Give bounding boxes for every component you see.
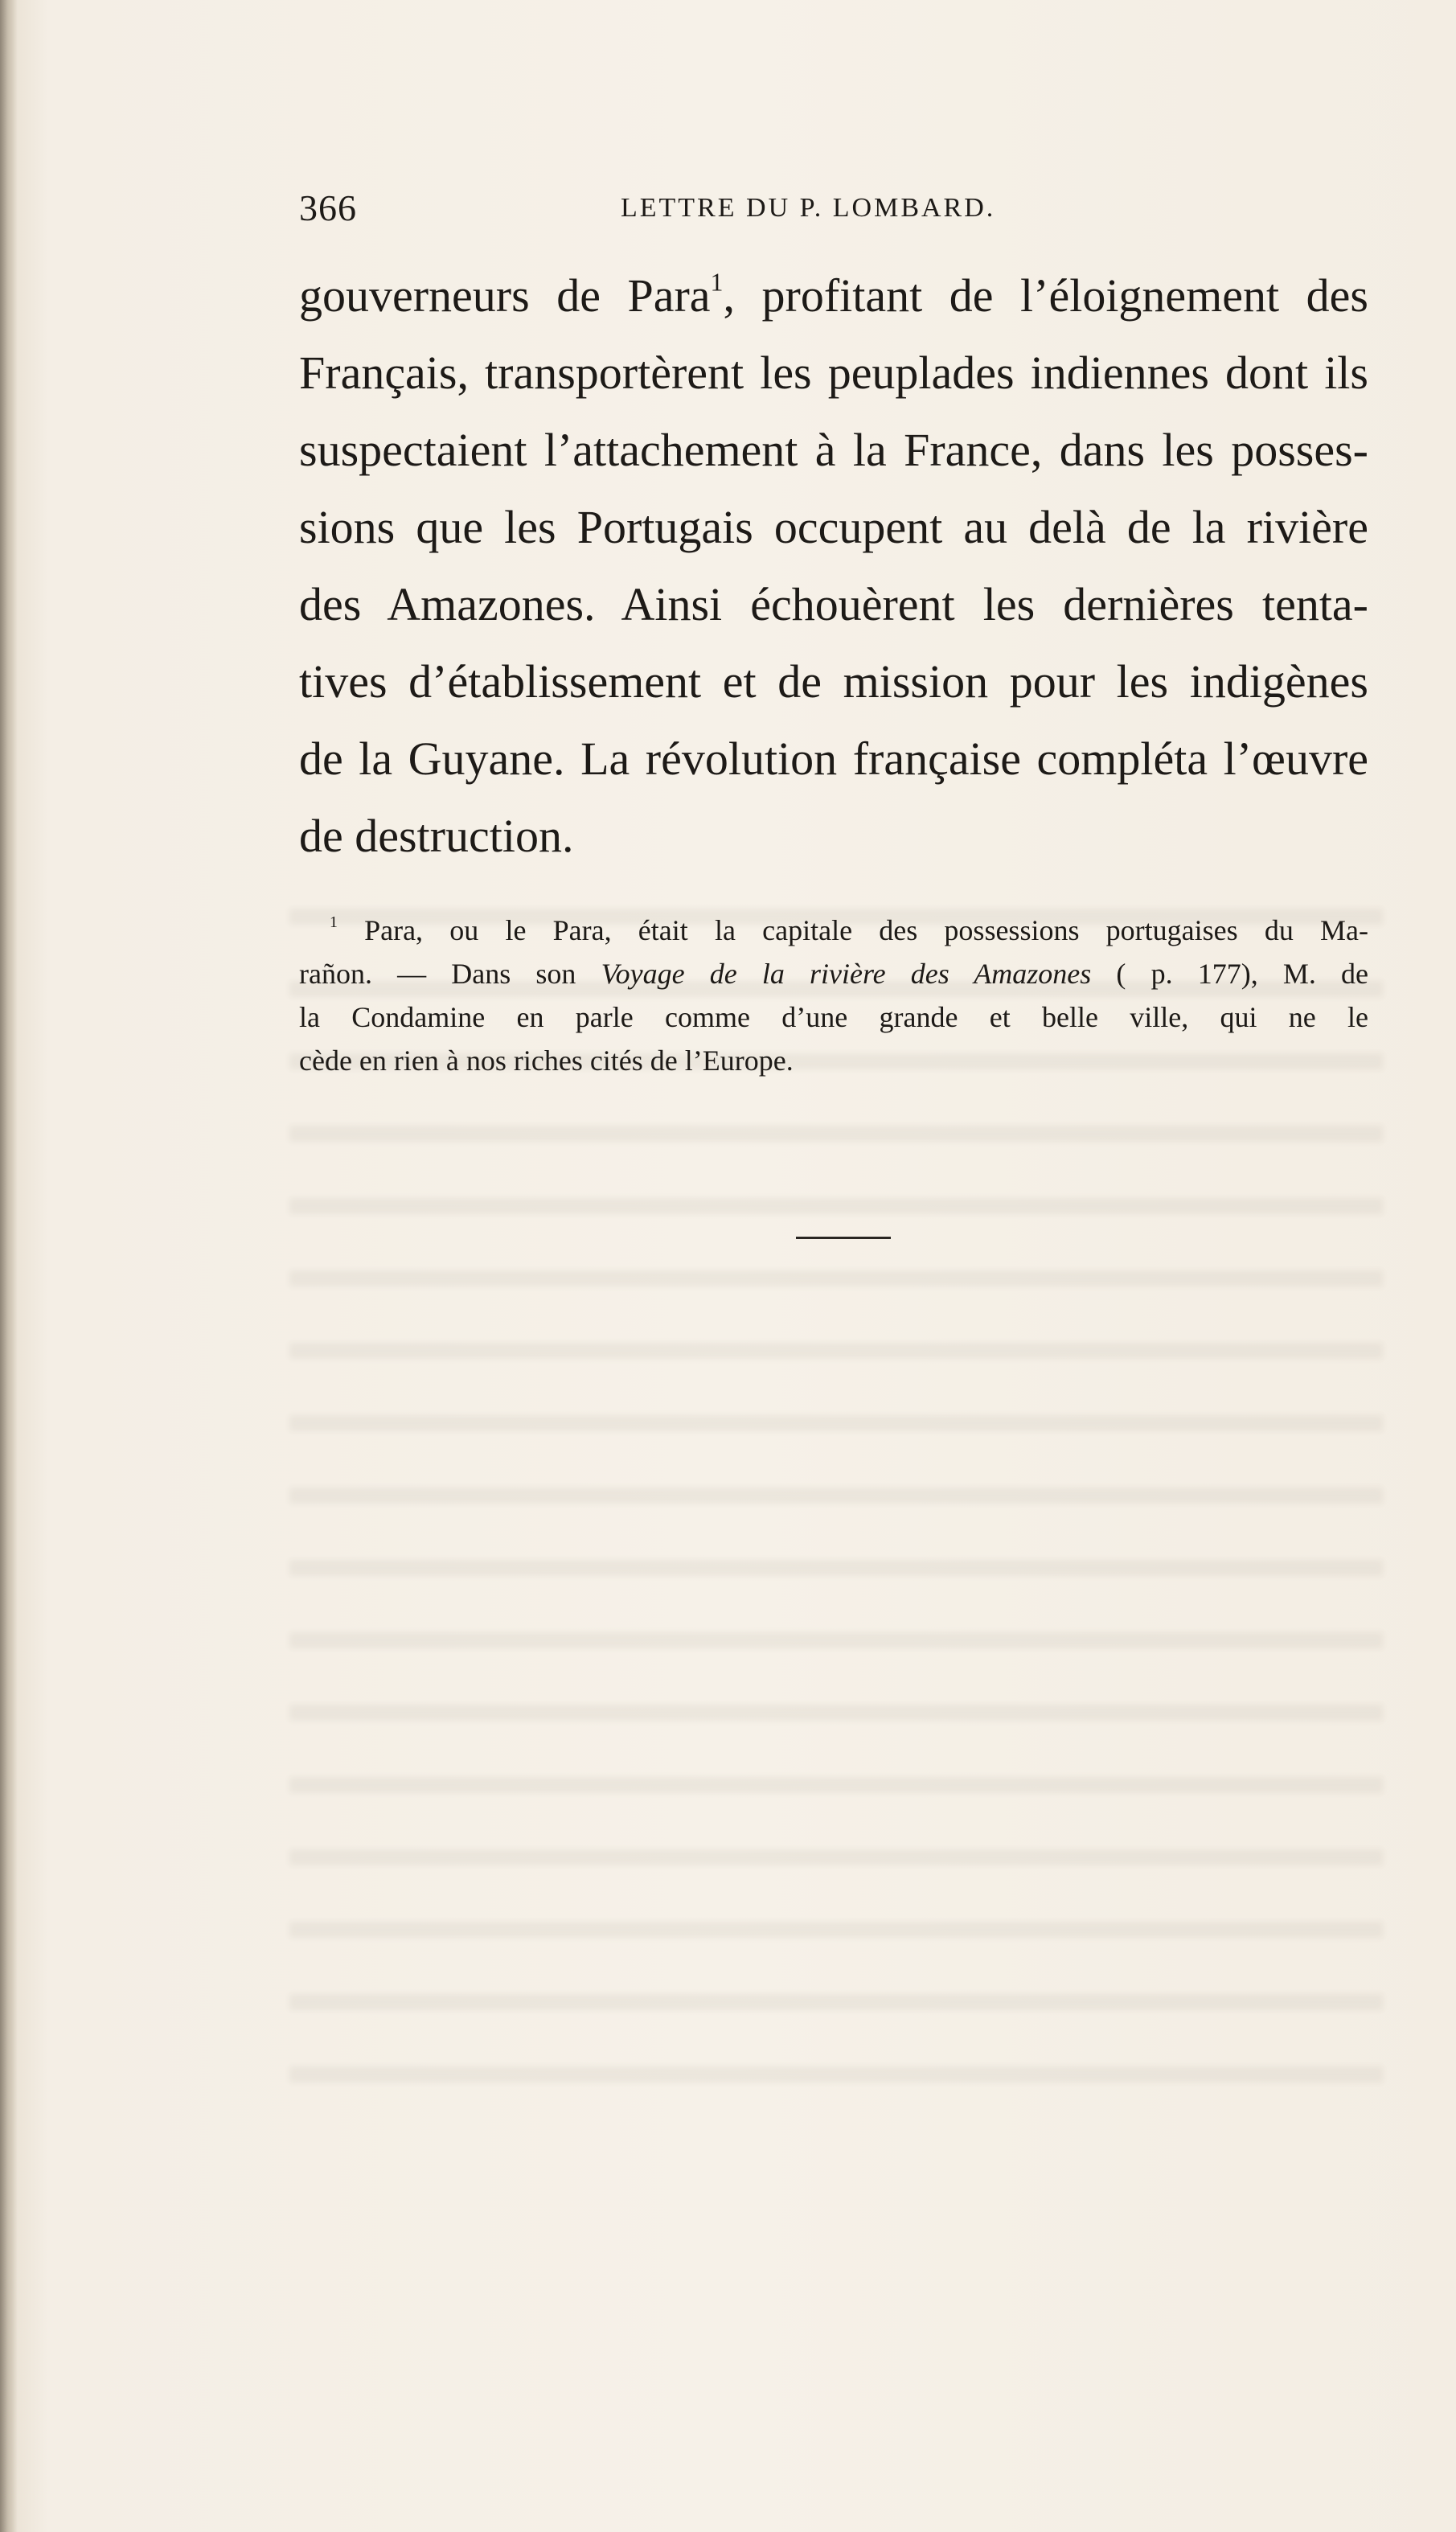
text-line-1-end: , profitant de l’éloignement des [723, 269, 1368, 322]
text-line-2: Français, transportèrent les peuplades indiennes dont ils [299, 347, 1368, 399]
footnote-line-3: la Condamine en parle comme d’une grande et belle ville, qui ne le [299, 1001, 1368, 1033]
text-line-1-start: gouverneurs de Para [299, 269, 711, 322]
footnote-reference: 1 [710, 268, 724, 297]
footnote [299, 909, 1368, 1082]
book-title: Voyage de la rivière des Amazones [601, 958, 1092, 990]
text-line-8: de destruction. [299, 810, 574, 862]
text-line-3: suspectaient l’attachement à la France, dans les posses- [299, 424, 1368, 476]
footnote-line-1-text: Para, ou le Para, était la capitale des possessions portugaises du Ma- [364, 914, 1368, 946]
footnote-line-2-end: ( p. 177), M. de [1091, 958, 1369, 990]
end-rule [796, 1237, 891, 1239]
text-line-1 [299, 257, 1368, 334]
footnote-line-2 [299, 952, 1368, 995]
main-text [299, 257, 1368, 875]
running-head: LETTRE DU P. LOMBARD. [621, 193, 996, 223]
binding-edge [0, 0, 18, 2532]
footnote-marker: 1 [330, 913, 338, 932]
page-header [299, 187, 1368, 235]
text-line-5: des Amazones. Ainsi échouèrent les dernières tenta- [299, 578, 1368, 630]
text-line-6: tives d’établissement et de mission pour les indigènes [299, 655, 1368, 708]
footnote-line-4: cède en rien à nos riches cités de l’Europe. [299, 1044, 794, 1077]
footnote-line-2-start: rañon. — Dans son [299, 958, 601, 990]
page-number: 366 [299, 187, 357, 228]
text-line-7: de la Guyane. La révolution française compléta l’œuvre [299, 733, 1368, 785]
text-line-4: sions que les Portugais occupent au delà de la rivière [299, 501, 1368, 553]
footnote-line-1 [299, 909, 1368, 952]
